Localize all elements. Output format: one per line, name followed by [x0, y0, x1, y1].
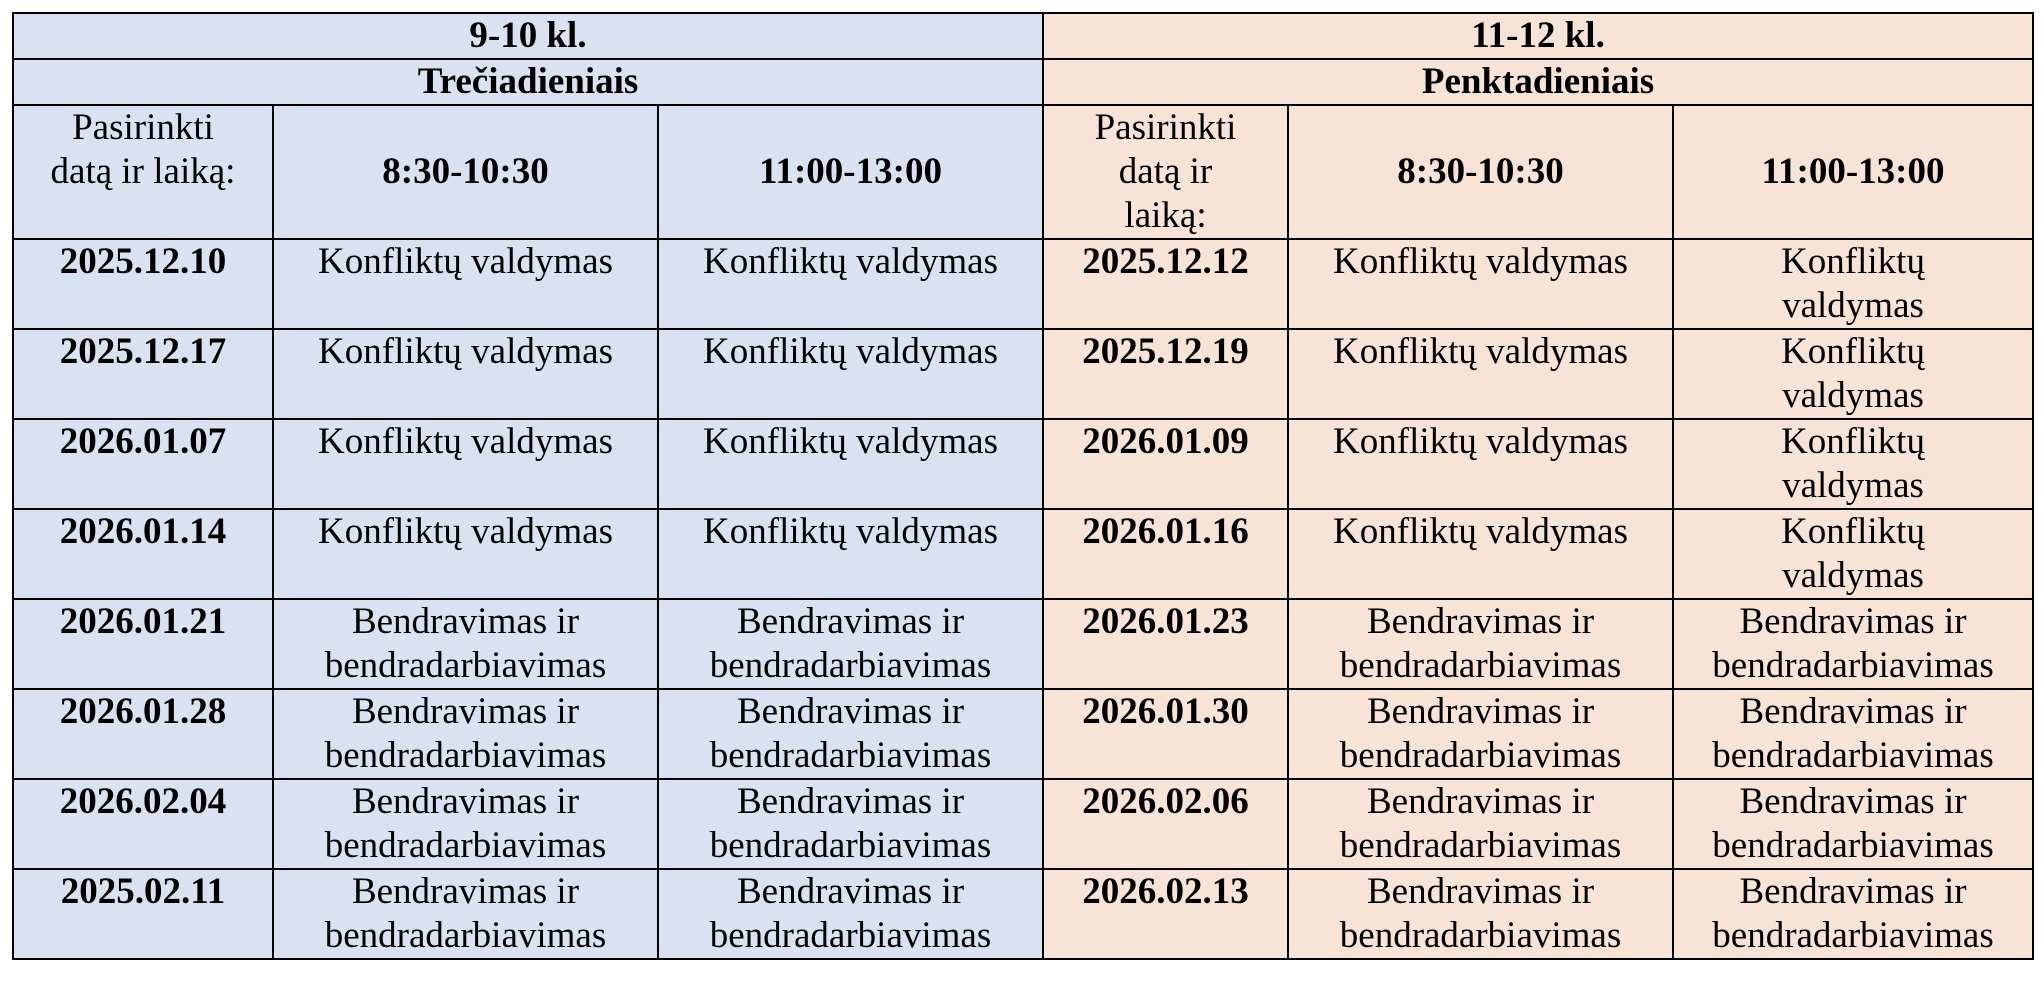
wednesday-slot1-cell: [273, 689, 658, 779]
table-row: [13, 689, 2033, 779]
wednesday-slot2-cell: [658, 599, 1043, 689]
session-topic-line: bendradarbiavimas: [1339, 915, 1622, 956]
session-topic-line: Bendravimas ir: [1366, 781, 1595, 822]
wednesday-slot1-cell: [273, 869, 658, 959]
session-topic-line: valdymas: [1782, 285, 1924, 326]
friday-slot2-cell: [1673, 509, 2033, 599]
friday-slot1-cell: [1288, 779, 1673, 869]
right-date-column-header: [1043, 105, 1288, 239]
session-topic-line: Bendravimas ir: [736, 601, 965, 642]
friday-date-cell: 2026.01.09: [1043, 419, 1288, 509]
session-topic-line: Bendravimas ir: [1366, 691, 1595, 732]
friday-slot2-cell: [1673, 329, 2033, 419]
session-topic-line: Bendravimas ir: [351, 601, 580, 642]
right-time2-header: 11:00-13:00: [1673, 105, 2033, 239]
friday-slot2-cell: [1673, 869, 2033, 959]
session-topic-line: bendradarbiavimas: [1339, 645, 1622, 686]
session-topic-line: bendradarbiavimas: [324, 645, 607, 686]
session-topic-line: Konfliktų valdymas: [1333, 241, 1628, 282]
left-date-header-line: datą ir laiką:: [50, 151, 236, 192]
wednesday-date-cell: 2026.01.28: [13, 689, 273, 779]
session-topic-line: bendradarbiavimas: [1339, 825, 1622, 866]
session-topic-line: Bendravimas ir: [351, 781, 580, 822]
session-topic-line: Konfliktų valdymas: [703, 241, 998, 282]
right-date-header-line: Pasirinkti: [1094, 107, 1237, 148]
session-topic-line: Konfliktų: [1781, 511, 1925, 552]
friday-date-cell: 2026.01.16: [1043, 509, 1288, 599]
friday-slot1-cell: [1288, 509, 1673, 599]
wednesday-slot2-cell: [658, 509, 1043, 599]
table-row: [13, 329, 2033, 419]
table-row: [13, 509, 2033, 599]
wednesday-slot2-cell: [658, 689, 1043, 779]
session-topic-line: Bendravimas ir: [351, 691, 580, 732]
session-topic-line: bendradarbiavimas: [1712, 915, 1994, 956]
friday-slot2-cell: [1673, 779, 2033, 869]
friday-slot1-cell: [1288, 239, 1673, 329]
wednesday-date-cell: 2025.12.17: [13, 329, 273, 419]
friday-slot1-cell: [1288, 329, 1673, 419]
friday-slot1-cell: [1288, 599, 1673, 689]
friday-slot2-cell: [1673, 599, 2033, 689]
left-time1-header: 8:30-10:30: [273, 105, 658, 239]
wednesday-date-cell: 2026.01.14: [13, 509, 273, 599]
session-topic-line: Bendravimas ir: [736, 691, 965, 732]
session-topic-line: Konfliktų: [1781, 421, 1925, 462]
friday-slot2-cell: [1673, 419, 2033, 509]
table-row: [13, 239, 2033, 329]
wednesday-date-cell: 2026.02.04: [13, 779, 273, 869]
friday-slot1-cell: [1288, 869, 1673, 959]
friday-slot1-cell: [1288, 419, 1673, 509]
session-topic-line: Bendravimas ir: [1366, 871, 1595, 912]
right-date-header-line: datą ir: [1118, 151, 1213, 192]
table-row: [13, 599, 2033, 689]
session-topic-line: Konfliktų valdymas: [703, 331, 998, 372]
friday-slot2-cell: [1673, 689, 2033, 779]
session-topic-line: bendradarbiavimas: [324, 735, 607, 776]
wednesday-header: Trečiadieniais: [13, 59, 1043, 105]
session-topic-line: bendradarbiavimas: [709, 645, 992, 686]
wednesday-slot2-cell: [658, 239, 1043, 329]
session-topic-line: Bendravimas ir: [736, 781, 965, 822]
wednesday-slot1-cell: [273, 599, 658, 689]
friday-date-cell: 2026.01.30: [1043, 689, 1288, 779]
session-topic-line: Konfliktų valdymas: [1333, 511, 1628, 552]
left-time2-header: 11:00-13:00: [658, 105, 1043, 239]
session-topic-line: Bendravimas ir: [736, 871, 965, 912]
wednesday-slot1-cell: [273, 779, 658, 869]
schedule-table: [12, 12, 2034, 960]
right-date-header-line: laiką:: [1124, 195, 1207, 236]
session-topic-line: Konfliktų valdymas: [1333, 421, 1628, 462]
session-topic-line: bendradarbiavimas: [709, 915, 992, 956]
session-topic-line: bendradarbiavimas: [1712, 645, 1994, 686]
session-topic-line: Konfliktų valdymas: [1333, 331, 1628, 372]
friday-slot1-cell: [1288, 689, 1673, 779]
session-topic-line: valdymas: [1782, 375, 1924, 416]
friday-date-cell: 2025.12.19: [1043, 329, 1288, 419]
session-topic-line: Konfliktų valdymas: [318, 421, 613, 462]
right-time1-header: 8:30-10:30: [1288, 105, 1673, 239]
grade-11-12-header: 11-12 kl.: [1043, 13, 2033, 59]
friday-header: Penktadieniais: [1043, 59, 2033, 105]
wednesday-slot2-cell: [658, 869, 1043, 959]
left-date-header-line: Pasirinkti: [72, 107, 214, 148]
friday-date-cell: 2025.12.12: [1043, 239, 1288, 329]
wednesday-date-cell: 2026.01.07: [13, 419, 273, 509]
session-topic-line: bendradarbiavimas: [1712, 735, 1994, 776]
session-topic-line: Bendravimas ir: [1739, 781, 1967, 822]
session-topic-line: bendradarbiavimas: [324, 825, 607, 866]
session-topic-line: bendradarbiavimas: [324, 915, 607, 956]
table-row: [13, 779, 2033, 869]
wednesday-slot1-cell: [273, 329, 658, 419]
session-topic-line: Konfliktų valdymas: [703, 511, 998, 552]
session-topic-line: Bendravimas ir: [1739, 601, 1967, 642]
friday-date-cell: 2026.01.23: [1043, 599, 1288, 689]
session-topic-line: Konfliktų valdymas: [318, 241, 613, 282]
left-date-column-header: [13, 105, 273, 239]
friday-date-cell: 2026.02.13: [1043, 869, 1288, 959]
friday-date-cell: 2026.02.06: [1043, 779, 1288, 869]
session-topic-line: Konfliktų valdymas: [318, 511, 613, 552]
grade-9-10-header: 9-10 kl.: [13, 13, 1043, 59]
wednesday-date-cell: 2025.12.10: [13, 239, 273, 329]
wednesday-date-cell: 2025.02.11: [13, 869, 273, 959]
session-topic-line: valdymas: [1782, 555, 1924, 596]
session-topic-line: Konfliktų valdymas: [703, 421, 998, 462]
wednesday-slot1-cell: [273, 239, 658, 329]
table-row: [13, 869, 2033, 959]
session-topic-line: Konfliktų: [1781, 331, 1925, 372]
session-topic-line: Bendravimas ir: [351, 871, 580, 912]
session-topic-line: Bendravimas ir: [1739, 871, 1967, 912]
session-topic-line: valdymas: [1782, 465, 1924, 506]
table-row: [13, 419, 2033, 509]
wednesday-slot1-cell: [273, 419, 658, 509]
wednesday-slot2-cell: [658, 419, 1043, 509]
wednesday-slot2-cell: [658, 779, 1043, 869]
session-topic-line: bendradarbiavimas: [1712, 825, 1994, 866]
session-topic-line: bendradarbiavimas: [1339, 735, 1622, 776]
session-topic-line: Bendravimas ir: [1739, 691, 1967, 732]
session-topic-line: bendradarbiavimas: [709, 825, 992, 866]
friday-slot2-cell: [1673, 239, 2033, 329]
session-topic-line: Konfliktų: [1781, 241, 1925, 282]
session-topic-line: Konfliktų valdymas: [318, 331, 613, 372]
wednesday-date-cell: 2026.01.21: [13, 599, 273, 689]
session-topic-line: Bendravimas ir: [1366, 601, 1595, 642]
session-topic-line: bendradarbiavimas: [709, 735, 992, 776]
wednesday-slot2-cell: [658, 329, 1043, 419]
wednesday-slot1-cell: [273, 509, 658, 599]
